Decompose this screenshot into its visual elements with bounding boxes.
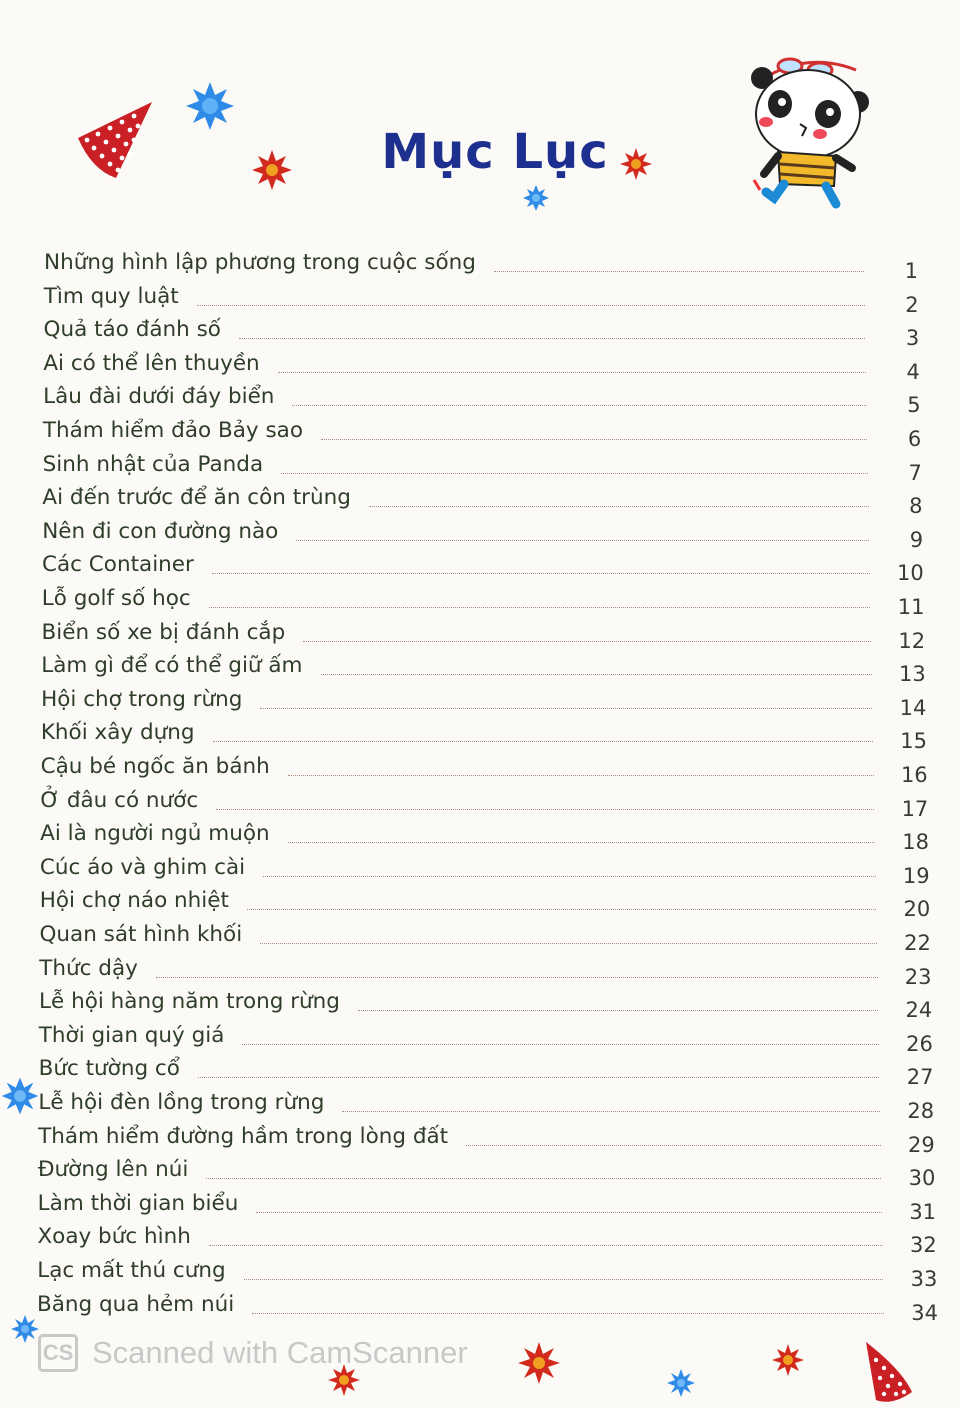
toc-entry-title: Cúc áo và ghim cài [39,854,246,880]
blue-star-icon [0,1072,40,1120]
toc-entry-page: 31 [909,1199,937,1224]
toc-entry [43,280,919,317]
toc-entry-title: Khối xây dựng [40,720,195,746]
dotted-leader [213,740,873,742]
toc-entry [42,515,924,552]
toc-entry [39,952,932,989]
dotted-leader [369,505,869,507]
toc-entry-title: Làm thời gian biểu [37,1190,239,1216]
toc-entry-title: Sinh nhật của Panda [42,451,264,477]
toc-entry-title: Thám hiểm đường hầm trong lòng đất [38,1123,449,1149]
toc-entry-title: Thời gian quý giá [38,1022,225,1048]
toc-entry [37,1220,937,1258]
toc-entry-page: 28 [907,1099,935,1123]
toc-entry-page: 20 [903,897,931,922]
toc-entry-title: Quan sát hình khối [39,922,243,947]
toc-entry [38,1086,935,1123]
red-star-icon [770,1342,806,1378]
toc-entry [38,1052,934,1090]
toc-entry [40,784,929,821]
toc-entry-title: Xoay bức hình [37,1224,191,1250]
toc-entry-page: 2 [905,292,919,317]
toc-entry [43,313,920,351]
dotted-leader [260,942,877,944]
dotted-leader [242,1043,878,1045]
toc-entry-title: Biển số xe bị đánh cắp [41,619,286,645]
toc-entry-title: Những hình lập phương trong cuộc sống [44,250,476,275]
toc-entry-page: 23 [904,964,932,989]
blue-star-icon [522,184,550,212]
toc-entry [37,1288,938,1325]
dotted-leader [216,808,874,810]
toc-entry-page: 15 [900,729,928,754]
dotted-leader [244,1278,884,1280]
toc-entry-page: 9 [909,527,924,552]
toc-entry-page: 33 [910,1267,938,1291]
dotted-leader [288,841,875,843]
toc-entry-page: 18 [902,830,929,855]
toc-entry-page: 8 [909,494,923,519]
toc-entry-title: Ai là người ngủ muộn [40,821,270,847]
toc-entry [43,380,921,418]
toc-entry-page: 1 [904,259,918,283]
blue-star-icon [666,1368,696,1398]
red-star-icon [516,1340,562,1386]
dotted-leader [206,1177,881,1179]
toc-entry-title: Lễ hội hàng năm trong rừng [39,989,340,1015]
toc-entry [40,750,928,787]
toc-entry-title: Cậu bé ngốc ăn bánh [40,754,270,779]
watermark-text: Scanned with CamScanner [92,1335,468,1370]
toc-entry [41,649,926,687]
dotted-leader [156,976,878,978]
blue-star-icon [10,1314,40,1344]
toc-entry [39,918,931,955]
toc-entry-page: 17 [901,796,929,821]
toc-entry-title: Lễ hội đèn lồng trong rừng [38,1090,325,1115]
toc-entry-page: 12 [898,628,926,653]
toc-entry [40,817,929,855]
toc-entry [44,246,918,283]
toc-entry [41,548,924,586]
toc-entry [41,582,925,619]
toc-entry [37,1153,936,1191]
toc-entry-page: 6 [907,427,922,451]
toc-entry-title: Lâu đài dưới đáy biển [43,384,275,410]
dotted-leader [296,539,869,541]
toc-entry-title: Hội chợ náo nhiệt [39,888,229,914]
toc-entry-page: 4 [906,359,920,384]
toc-entry-page: 32 [909,1233,937,1258]
dotted-leader [197,304,865,306]
toc-entry-title: Băng qua hẻm núi [37,1291,235,1317]
dotted-leader [281,472,868,474]
toc-entry-title: Ai đến trước để ăn côn trùng [42,485,351,511]
toc-entry [41,616,926,653]
toc-entry [37,1187,937,1224]
toc-entry [38,1120,935,1157]
toc-entry-page: 13 [898,662,926,687]
toc-entry-page: 19 [902,863,930,888]
toc-entry-title: Nên đi con đường nào [42,518,279,544]
toc-entry [39,884,931,922]
toc-entry-page: 27 [906,1065,934,1090]
dotted-leader [292,404,866,406]
toc-entry-page: 5 [907,393,921,418]
toc-entry-page: 14 [899,695,927,720]
toc-entry [38,1019,933,1056]
party-hat-icon [862,1340,914,1408]
dotted-leader [278,371,866,373]
toc-entry [42,414,922,451]
dotted-leader [342,1110,880,1112]
toc-entry-title: Làm gì để có thể giữ ấm [41,653,303,679]
toc-entry [41,683,927,720]
toc-entry-page: 7 [908,460,922,485]
dotted-leader [494,270,864,272]
toc-entry [40,716,928,754]
dotted-leader [263,875,875,877]
dotted-leader [209,1244,883,1246]
toc-entry [43,347,920,384]
toc-entry-title: Ai có thể lên thuyền [43,350,260,376]
toc-entry-page: 10 [897,561,924,586]
toc-entry-page: 29 [908,1132,935,1157]
toc-entry-page: 11 [897,595,925,619]
scanner-watermark [38,1334,468,1372]
toc-entry-page: 16 [900,763,928,787]
dotted-leader [358,1009,878,1011]
dotted-leader [252,1312,884,1314]
toc-entry-title: Lỗ golf số học [41,586,191,611]
toc-entry-title: Quả táo đánh số [43,317,221,343]
toc-entry [42,481,923,519]
toc-entry [39,985,933,1023]
toc-entry-title: Thám hiểm đảo Bảy sao [42,418,304,443]
toc-entry-page: 34 [911,1300,938,1325]
toc-entry-page: 26 [906,1031,933,1056]
dotted-leader [209,606,871,608]
toc-entry-title: Các Container [41,552,194,578]
dotted-leader [198,1076,880,1078]
dotted-leader [212,572,870,574]
toc-entry [39,851,930,888]
page-title: Mục Lục [381,124,609,181]
dotted-leader [247,908,876,910]
toc-entry-title: Bức tường cổ [38,1056,180,1082]
toc-entry-title: Đường lên núi [37,1157,189,1183]
dotted-leader [288,774,874,776]
toc-entry-page: 3 [905,326,920,351]
toc-entry-page: 24 [905,998,933,1023]
toc-entry-page: 30 [908,1166,936,1191]
dotted-leader [466,1144,881,1146]
camscanner-logo: CS [38,1334,78,1372]
dotted-leader [260,707,872,709]
toc-entry-title: Hội chợ trong rừng [41,686,243,712]
dotted-leader [303,640,871,642]
toc-entry-page: 22 [904,931,931,955]
toc-entry-title: Tìm quy luật [43,283,179,309]
toc-entry [37,1254,938,1291]
dotted-leader [321,438,867,440]
toc-entry-title: Ở đâu có nước [40,787,199,813]
dotted-leader [239,337,865,339]
toc-entry [42,448,922,485]
toc-entry-title: Lạc mất thú cưng [37,1258,226,1283]
dotted-leader [256,1211,882,1213]
dotted-leader [321,673,872,675]
toc-entry-title: Thức dậy [39,955,138,981]
